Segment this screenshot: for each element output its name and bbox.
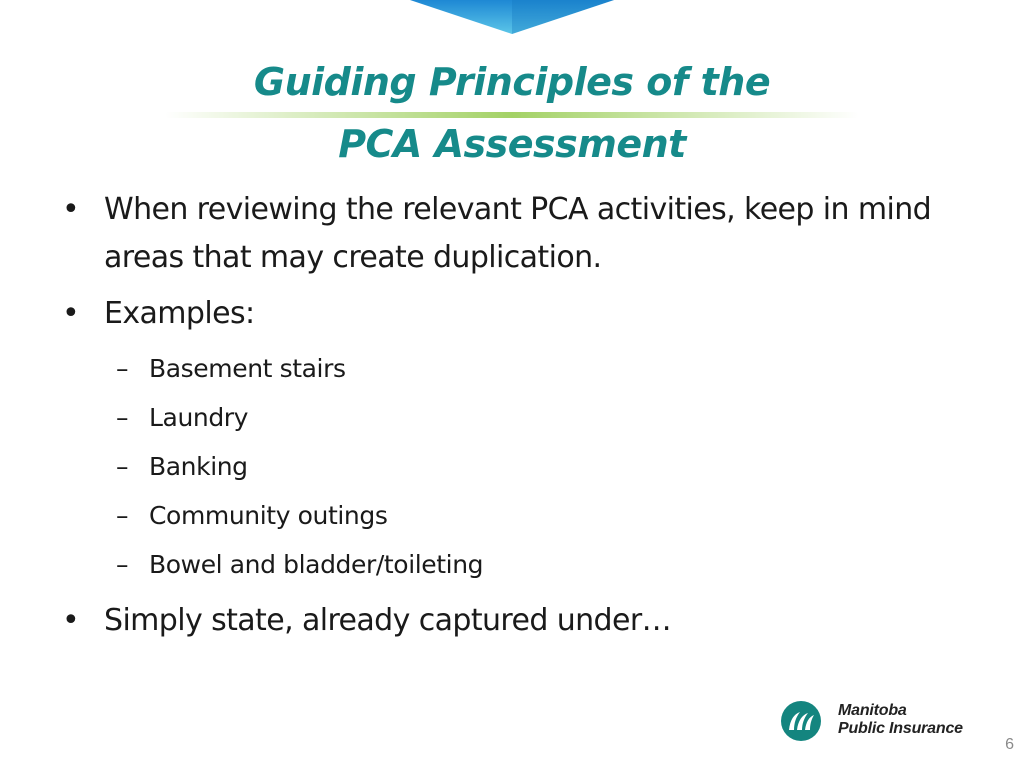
bullet-item: • Examples:	[58, 290, 958, 338]
bullet-item: • When reviewing the relevant PCA activities, keep in mind areas that may create duplication.	[58, 186, 958, 282]
slide-title-line-2: PCA Assessment	[338, 122, 686, 166]
example-item: – Basement stairs	[58, 344, 958, 393]
bullet-list	[58, 186, 958, 645]
page-number: 6	[1005, 736, 1014, 753]
examples-list	[58, 344, 958, 589]
example-item: – Community outings	[58, 491, 958, 540]
slide-title-line-1: Guiding Principles of the	[253, 60, 771, 104]
bullet-item: • Simply state, already captured under…	[58, 597, 958, 645]
logo-line-2: Public Insurance	[838, 720, 963, 737]
logo-wordmark	[838, 702, 963, 738]
top-banner-shape	[410, 0, 614, 34]
example-item: – Laundry	[58, 393, 958, 442]
example-item: – Bowel and bladder/toileting	[58, 540, 958, 589]
manitoba-public-insurance-logo	[780, 698, 980, 744]
example-item: – Banking	[58, 442, 958, 491]
mpi-logo-mark-icon	[780, 700, 822, 742]
logo-line-1: Manitoba	[838, 702, 907, 719]
